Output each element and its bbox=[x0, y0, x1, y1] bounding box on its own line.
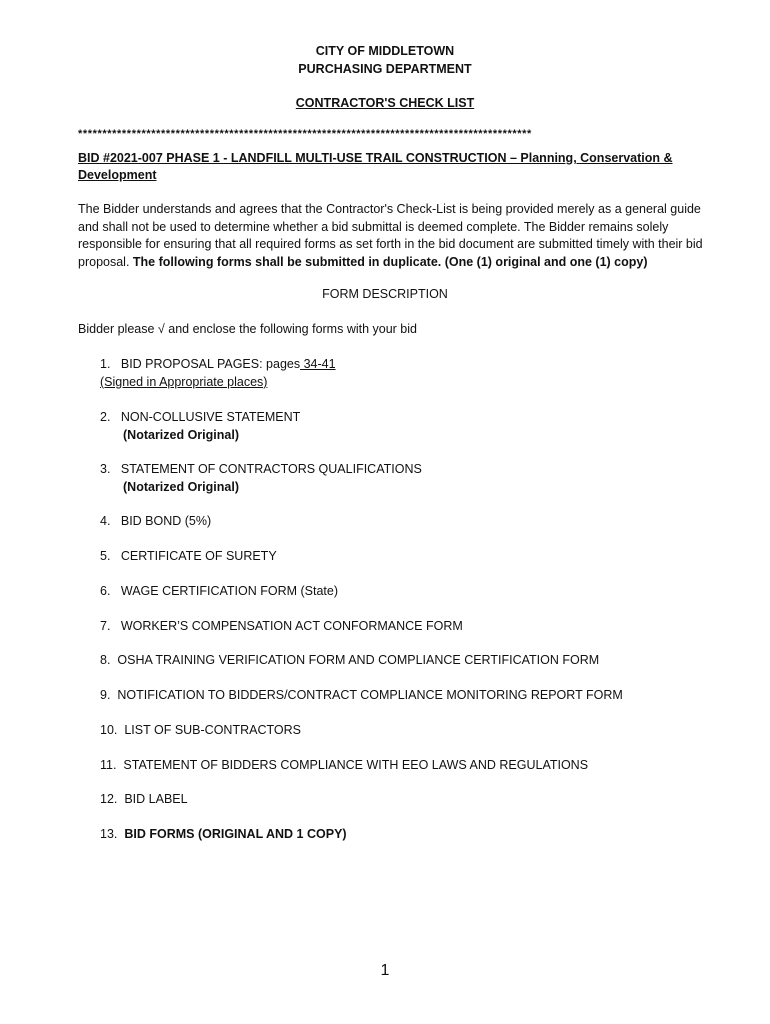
item-label: WORKER’S COMPENSATION ACT CONFORMANCE FORM bbox=[120, 619, 463, 633]
item-subtext: (Signed in Appropriate places) bbox=[100, 375, 268, 389]
list-item bbox=[100, 461, 700, 479]
item-number: 1. bbox=[100, 357, 111, 371]
item-number: 4. bbox=[100, 514, 111, 528]
list-item bbox=[100, 826, 700, 844]
form-description-heading: FORM DESCRIPTION bbox=[322, 287, 448, 301]
item-number: 7. bbox=[100, 619, 111, 633]
item-number: 8. bbox=[100, 653, 111, 667]
item-label: OSHA TRAINING VERIFICATION FORM AND COMPLIANCE CERTIFICATION FORM bbox=[117, 653, 600, 667]
document-title: CONTRACTOR'S CHECK LIST bbox=[295, 96, 475, 110]
list-item bbox=[100, 409, 700, 427]
item-label: STATEMENT OF CONTRACTORS QUALIFICATIONS bbox=[120, 462, 422, 476]
item-number: 13. bbox=[100, 827, 118, 841]
item-number: 2. bbox=[100, 410, 111, 424]
instruction-text: Bidder please √ and enclose the following forms with your bid bbox=[78, 322, 417, 336]
intro-paragraph bbox=[78, 201, 718, 271]
list-item bbox=[100, 548, 700, 566]
item-pages: 34-41 bbox=[300, 357, 336, 371]
list-item bbox=[100, 652, 700, 670]
item-number: 6. bbox=[100, 584, 111, 598]
list-item bbox=[100, 583, 700, 601]
item-label: BID LABEL bbox=[124, 792, 188, 806]
item-subtext: (Notarized Original) bbox=[123, 480, 239, 494]
list-item bbox=[100, 791, 700, 809]
item-label: STATEMENT OF BIDDERS COMPLIANCE WITH EEO LAWS AND REGULATIONS bbox=[123, 758, 589, 772]
item-number: 9. bbox=[100, 688, 111, 702]
list-item bbox=[100, 757, 700, 775]
page-number: 1 bbox=[380, 962, 390, 979]
list-item bbox=[100, 513, 700, 531]
list-item bbox=[100, 618, 700, 636]
intro-text: The Bidder understands and agrees that the Contractor's Check-List is being provided merely as a general guide and shall not be used to determine whether a bid submittal is deemed complete. The Bidder remains solely responsible for ensuring that all required forms as set forth in the bid document are submitted timely with their bid proposal. bbox=[78, 202, 703, 269]
item-number: 11. bbox=[100, 758, 117, 772]
department-heading: PURCHASING DEPARTMENT bbox=[298, 62, 472, 76]
item-number: 10. bbox=[100, 723, 118, 737]
item-label: BID BOND (5%) bbox=[120, 514, 212, 528]
item-number: 3. bbox=[100, 462, 111, 476]
list-item bbox=[100, 722, 700, 740]
item-label: NOTIFICATION TO BIDDERS/CONTRACT COMPLIANCE MONITORING REPORT FORM bbox=[117, 688, 623, 702]
item-subtext: (Notarized Original) bbox=[123, 428, 239, 442]
separator-line: ********************************************************************************************* bbox=[78, 128, 532, 140]
item-label: NON-COLLUSIVE STATEMENT bbox=[120, 410, 301, 424]
list-item bbox=[100, 687, 700, 705]
item-number: 12. bbox=[100, 792, 118, 806]
item-label: LIST OF SUB-CONTRACTORS bbox=[124, 723, 301, 737]
intro-bold-text: The following forms shall be submitted in duplicate. (One (1) original and one (1) copy) bbox=[132, 254, 648, 269]
item-label: WAGE CERTIFICATION FORM (State) bbox=[120, 584, 338, 598]
item-label: CERTIFICATE OF SURETY bbox=[120, 549, 277, 563]
item-label: BID PROPOSAL PAGES: pages bbox=[120, 357, 301, 371]
list-item bbox=[100, 356, 700, 374]
city-heading: CITY OF MIDDLETOWN bbox=[315, 44, 455, 58]
item-label: BID FORMS (ORIGINAL AND 1 COPY) bbox=[124, 827, 347, 841]
bid-title: BID #2021-007 PHASE 1 - LANDFILL MULTI-USE TRAIL CONSTRUCTION – Planning, Conservation & Development bbox=[78, 151, 673, 182]
item-number: 5. bbox=[100, 549, 111, 563]
